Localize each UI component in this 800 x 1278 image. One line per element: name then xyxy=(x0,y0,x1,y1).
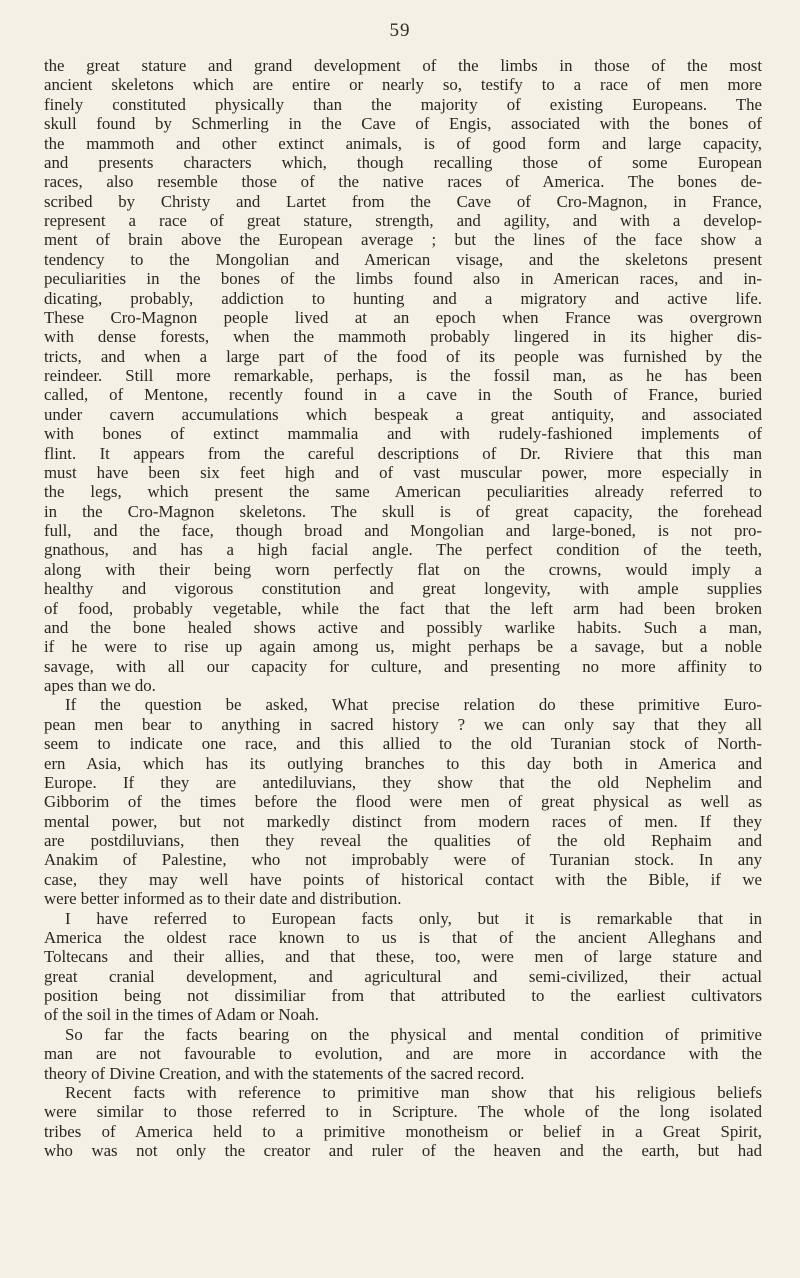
paragraph xyxy=(44,56,762,695)
paragraph xyxy=(44,1083,762,1161)
text-line: must have been six feet high and of vast muscular power, more especially in xyxy=(44,462,762,482)
text-line: tendency to the Mongolian and American visage, and the skeletons present xyxy=(44,249,762,269)
text-line: Toltecans and their allies, and that these, too, were men of large stature and xyxy=(44,947,762,967)
text-line: If the question be asked, What precise relation do these primitive Euro- xyxy=(65,695,762,715)
text-line: I have referred to European facts only, but it is remarkable that in xyxy=(65,908,762,928)
text-line: theory of Divine Creation, and with the statements of the sacred record. xyxy=(44,1063,525,1083)
text-line: under cavern accumulations which bespeak a great antiquity, and associated xyxy=(44,404,762,424)
text-line: and the bone healed shows active and possibly warlike habits. Such a man, xyxy=(44,617,762,637)
text-line: Gibborim of the times before the flood were men of great physical as well as xyxy=(44,792,762,812)
text-line: tricts, and when a large part of the food of its people was furnished by the xyxy=(44,346,762,366)
text-line: and presents characters which, though recalling those of some European xyxy=(44,152,762,172)
text-line: dicating, probably, addiction to hunting and a migratory and active life. xyxy=(44,288,762,308)
text-line: if he were to rise up again among us, might perhaps be a savage, but a noble xyxy=(44,637,762,657)
text-line: So far the facts bearing on the physical and mental condition of primitive xyxy=(65,1024,762,1044)
text-line: are postdiluvians, then they reveal the qualities of the old Rephaim and xyxy=(44,831,762,850)
text-line: called, of Mentone, recently found in a cave in the South of France, buried xyxy=(44,385,762,405)
text-line: skull found by Schmerling in the Cave of Engis, associated with the bones of xyxy=(44,114,762,134)
text-line: These Cro-Magnon people lived at an epoch when France was overgrown xyxy=(44,307,762,327)
text-line: reindeer. Still more remarkable, perhaps, is the fossil man, as he has been xyxy=(44,366,762,385)
text-line: pean men bear to anything in sacred history ? we can only say that they all xyxy=(44,714,762,734)
text-line: Europe. If they are antediluvians, they show that the old Nephelim and xyxy=(44,772,762,792)
text-line: man are not favourable to evolution, and are more in accordance with the xyxy=(44,1044,762,1064)
text-line: mental power, but not markedly distinct from modern races of men. If they xyxy=(44,811,762,831)
text-line: the mammoth and other extinct animals, is of good form and large capacity, xyxy=(44,133,762,153)
text-line: the great stature and grand development of the limbs in those of the most xyxy=(44,56,762,75)
paragraph xyxy=(44,1025,762,1083)
text-line: races, also resemble those of the native races of America. The bones de- xyxy=(44,172,762,192)
text-line: case, they may well have points of historical contact with the Bible, if we xyxy=(44,869,762,889)
text-line: with bones of extinct mammalia and with rudely-fashioned implements of xyxy=(44,424,762,444)
text-line: position being not dissimiliar from that attributed to the earliest cultivators xyxy=(44,986,762,1005)
text-line: savage, with all our capacity for culture, and presenting no more affinity to xyxy=(44,656,762,676)
text-line: ancient skeletons which are entire or nearly so, testify to a race of men more xyxy=(44,75,762,95)
text-line: apes than we do. xyxy=(44,676,156,695)
text-line: peculiarities in the bones of the limbs found also in American races, and in- xyxy=(44,269,762,289)
text-line: were similar to those referred to in Scripture. The whole of the long isolated xyxy=(44,1102,762,1122)
paragraph xyxy=(44,695,762,908)
text-line: were better informed as to their date and distribution. xyxy=(44,889,402,909)
text-line: who was not only the creator and ruler of the heaven and the earth, but had xyxy=(44,1141,762,1160)
text-line: finely constituted physically than the majority of existing Europeans. The xyxy=(44,94,762,114)
paragraph xyxy=(44,909,762,1025)
text-line: seem to indicate one race, and this allied to the old Turanian stock of North- xyxy=(44,734,762,754)
text-line: Anakim of Palestine, who not improbably were of Turanian stock. In any xyxy=(44,850,762,870)
text-line: along with their being worn perfectly flat on the crowns, would imply a xyxy=(44,559,762,579)
text-line: flint. It appears from the careful descriptions of Dr. Riviere that this man xyxy=(44,443,762,463)
text-line: scribed by Christy and Lartet from the Cave of Cro-Magnon, in France, xyxy=(44,191,762,211)
text-line: ment of brain above the European average ; but the lines of the face show a xyxy=(44,230,762,250)
text-line: tribes of America held to a primitive monotheism or belief in a Great Spirit, xyxy=(44,1121,762,1141)
text-line: in the Cro-Magnon skeletons. The skull is of great capacity, the forehead xyxy=(44,501,762,521)
text-line: full, and the face, though broad and Mongolian and large-boned, is not pro- xyxy=(44,521,762,540)
text-line: ern Asia, which has its outlying branches to this day both in America and xyxy=(44,753,762,773)
text-line: gnathous, and has a high facial angle. The perfect condition of the teeth, xyxy=(44,540,762,560)
text-line: of the soil in the times of Adam or Noah. xyxy=(44,1005,319,1025)
text-line: Recent facts with reference to primitive man show that his religious beliefs xyxy=(65,1082,762,1102)
body-text xyxy=(44,56,762,1160)
text-line: America the oldest race known to us is that of the ancient Alleghans and xyxy=(44,927,762,947)
page-number: 59 xyxy=(389,20,411,41)
text-line: of food, probably vegetable, while the fact that the left arm had been broken xyxy=(44,598,762,618)
text-line: healthy and vigorous constitution and great longevity, with ample supplies xyxy=(44,579,762,599)
text-line: represent a race of great stature, strength, and agility, and with a develop- xyxy=(44,211,762,230)
text-line: the legs, which present the same American peculiarities already referred to xyxy=(44,482,762,502)
text-line: great cranial development, and agricultural and semi-civilized, their actual xyxy=(44,966,762,986)
text-line: with dense forests, when the mammoth probably lingered in its higher dis- xyxy=(44,327,762,347)
